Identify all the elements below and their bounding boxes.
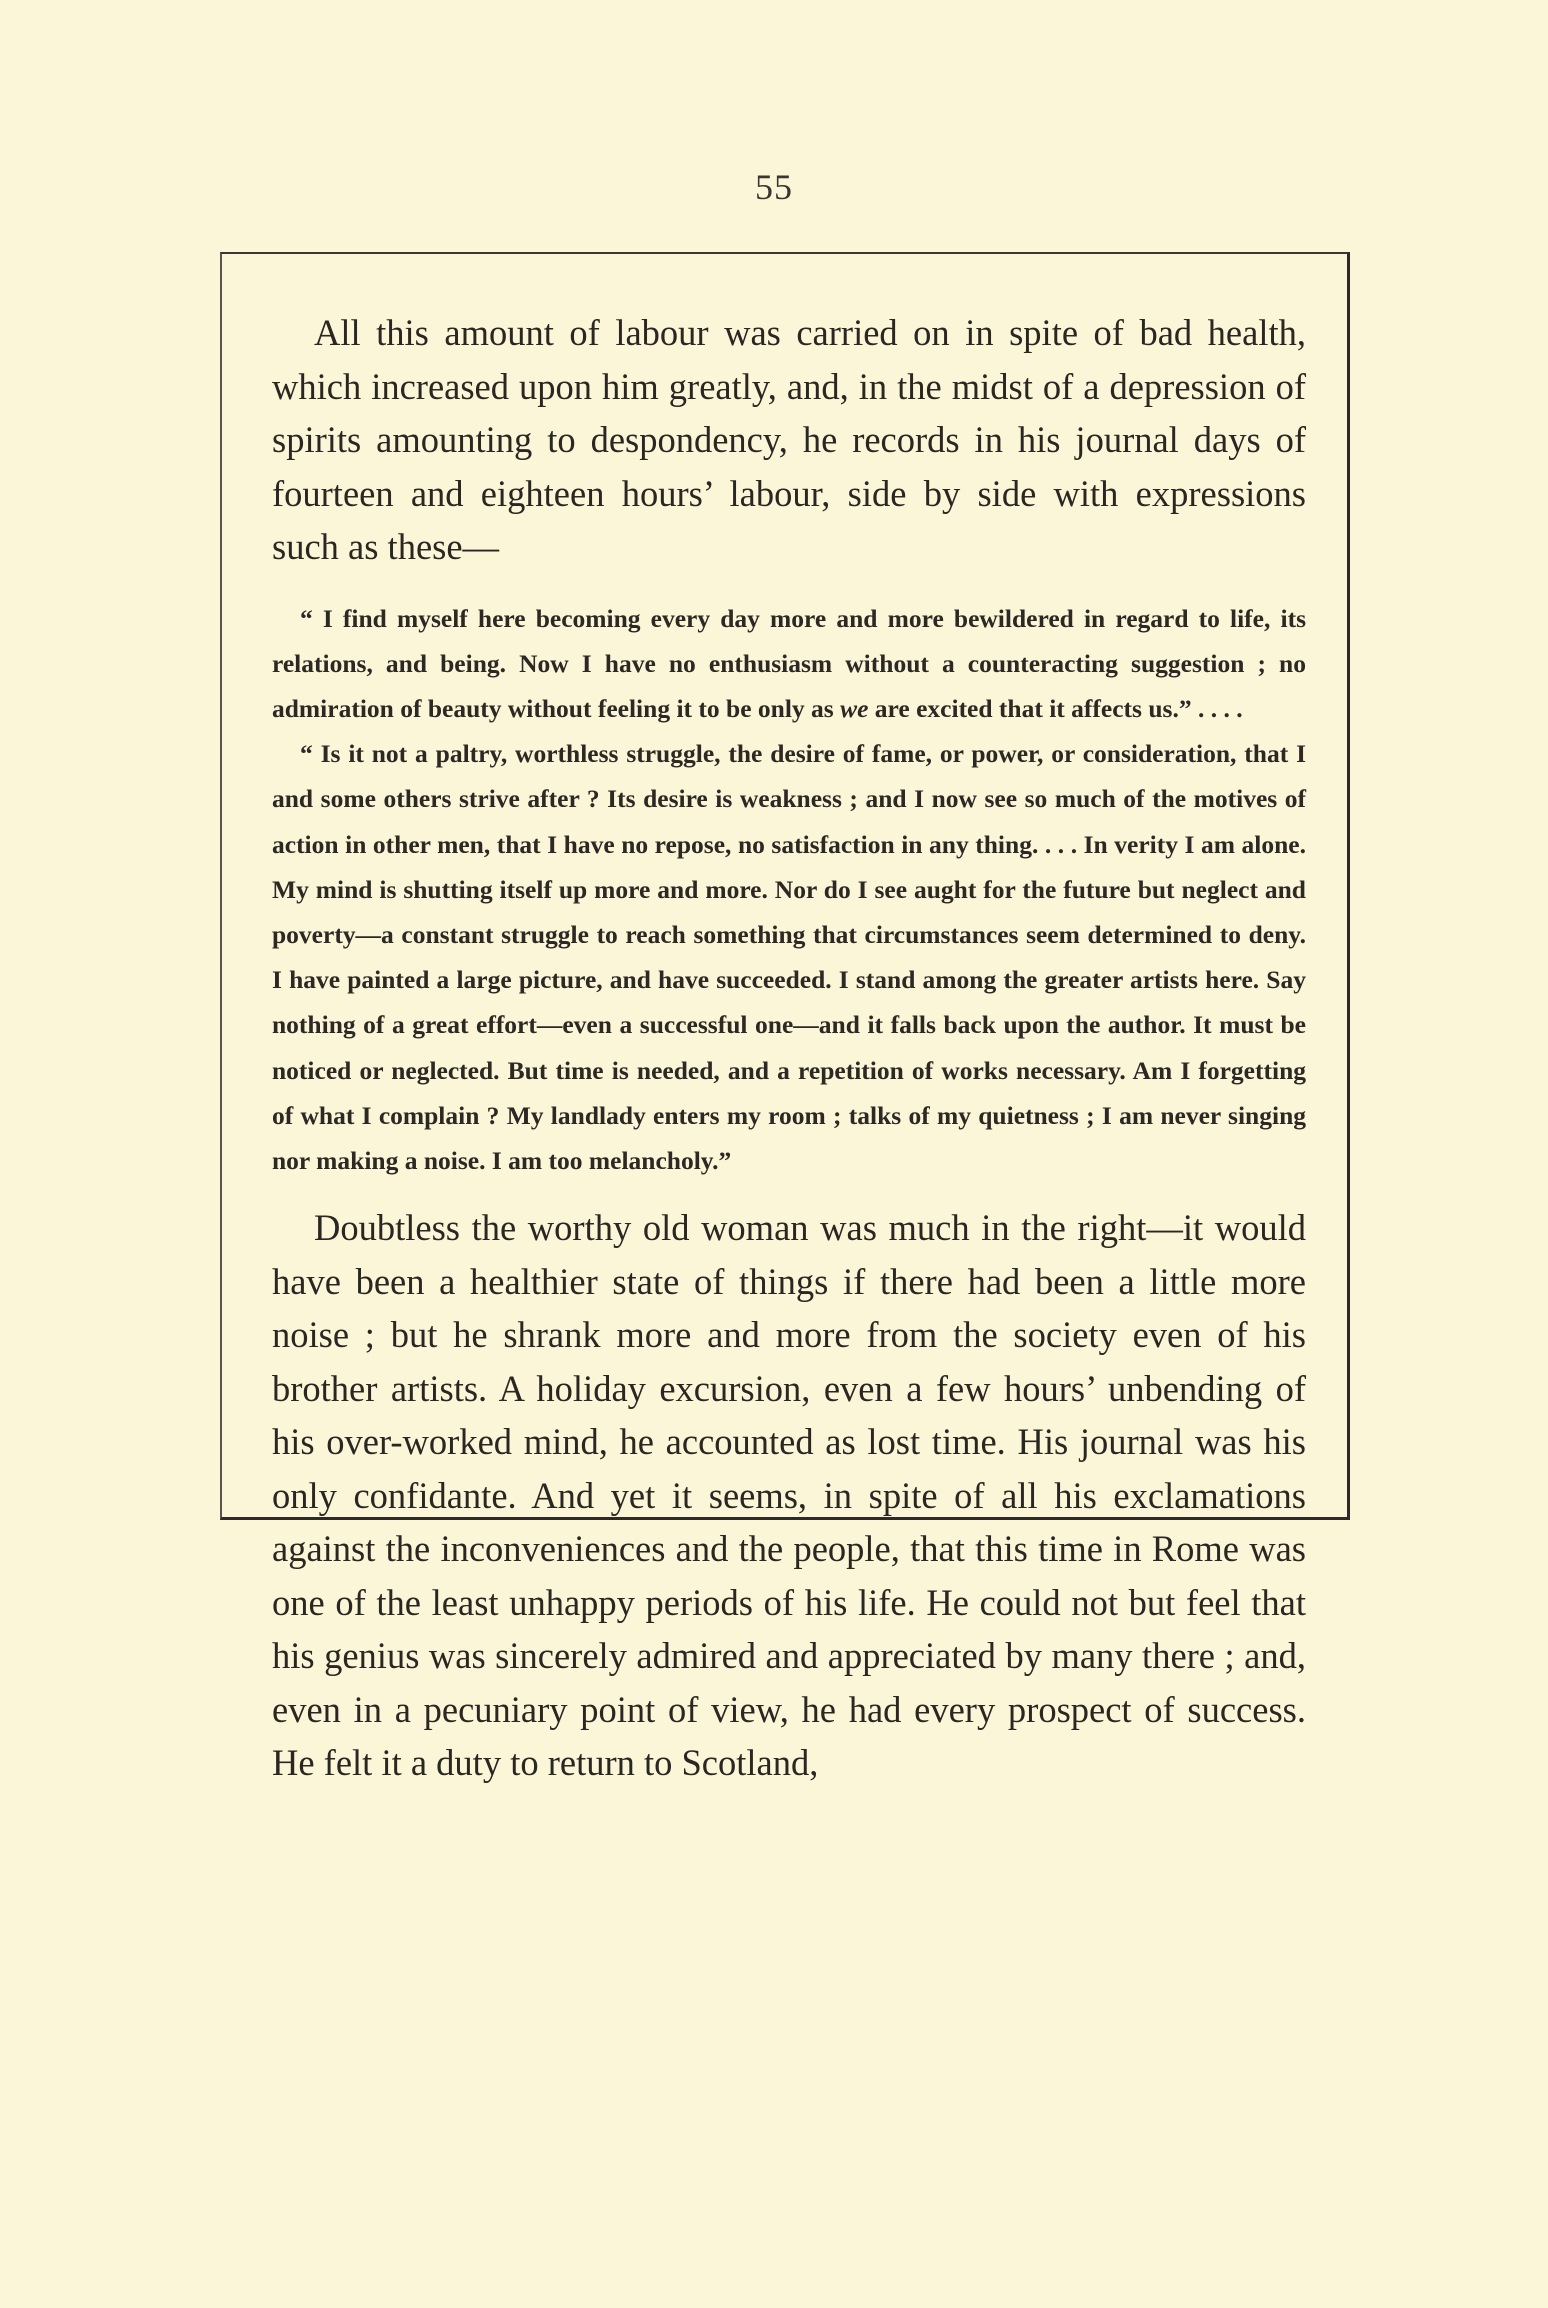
intro-paragraph: All this amount of labour was carried on in spite of bad health, which increased upon him greatly, and, in the midst of a depression of spirits amounting to despondency, he records in his journal days of fourteen and eighteen hours’ labour, side by side with expressions such as these— [272,312,1306,567]
journal-quote-1-emphasis: we [840,693,869,723]
journal-quote-2: “ Is it not a paltry, worthless struggle, the desire of fame, or power, or consideration, that I and some others strive after ? Its desire is weakness ; and I now see so much of the motives of action in other men, that I have no repose, no satisfaction in any thing. . . . In verity I am alone. My mind is shutting itself up more and more. Nor do I see aught for the future but neglect and poverty—a constant struggle to reach something that circumstances seem determined to deny. I have painted a large picture, and have succeeded. I stand among the greater artists here. Say nothing of a great effort—even a successful one—and it falls back upon the author. It must be noticed or neglected. But time is needed, and a repetition of works necessary. Am I forgetting of what I complain ? My landlady enters my room ; talks of my quietness ; I am never singing nor making a noise. I am too melancholy.” [272,739,1306,1175]
journal-quote-1-text-b: are excited that it affects us.” . . . . [868,693,1243,723]
closing-paragraph: Doubtless the worthy old woman was much in the right—it would have been a healthier state of things if there had been a little more noise ; but he shrank more and more from the society even of his brother artists. A holiday excursion, even a few hours’ unbending of his over-worked mind, he accounted as lost time. His journal was his only confidante. And yet it seems, in spite of all his exclamations against the inconveniences and the people, that this time in Rome was one of the least unhappy periods of his life. He could not but feel that his genius was sincerely admired and appreciated by many there ; and, even in a pecuniary point of view, he had every prospect of success. He felt it a duty to return to Scotland, [272,1207,1306,1784]
page-body [272,306,1306,1790]
journal-quote-1 [272,596,1306,732]
journal-quote-1-text-a: “ I find myself here becoming every day more and more bewildered in regard to life, its relations, and being. Now I have no enthusiasm without a counteracting suggestion ; no admiration of beauty without feeling it to be only as [272,603,1306,723]
page-number: 55 [755,167,793,207]
journal-quotations [272,596,1306,1184]
